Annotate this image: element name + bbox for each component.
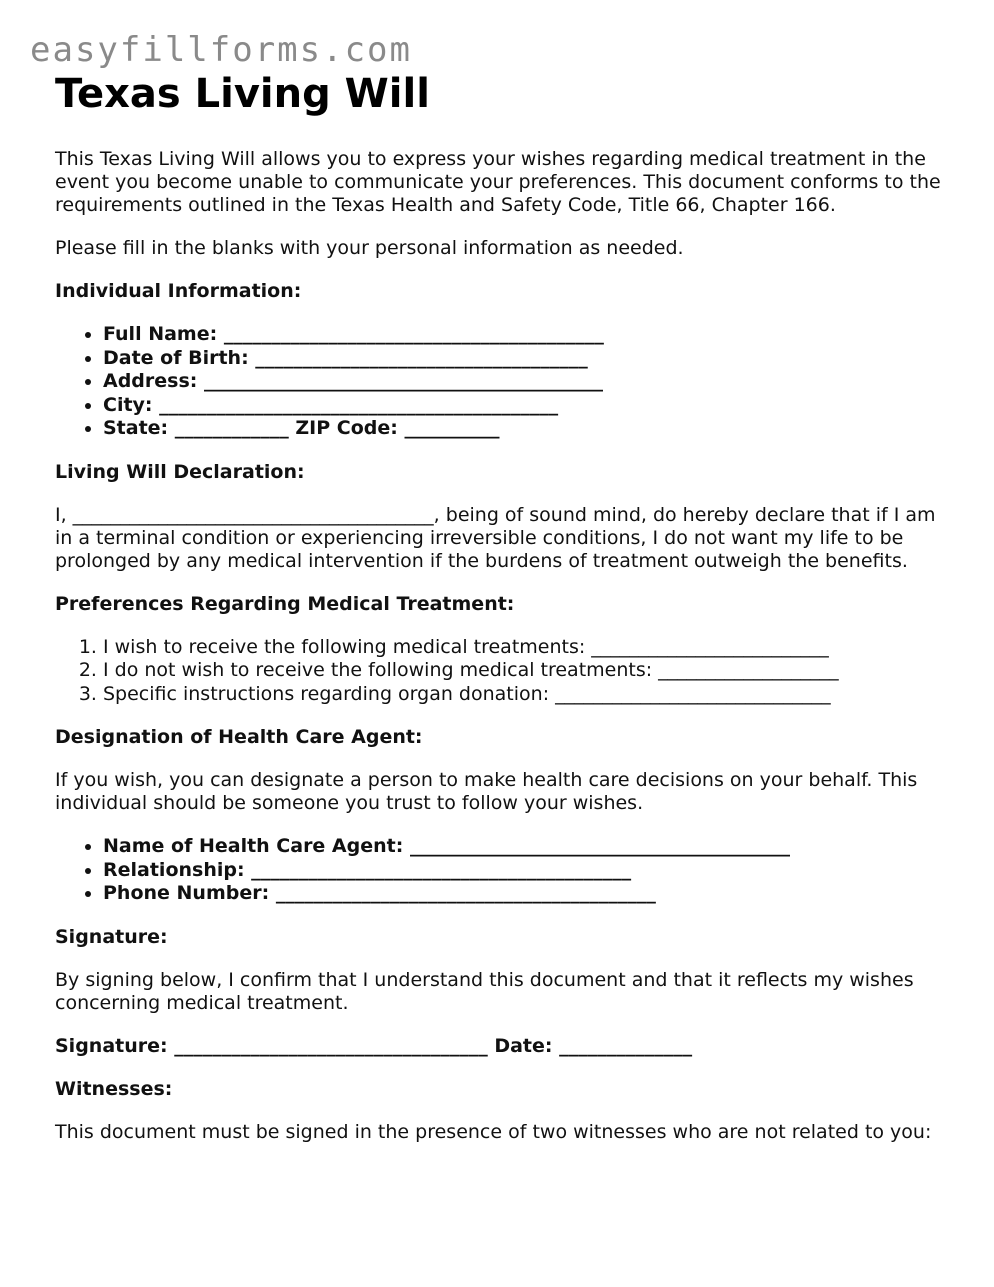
- dob-field[interactable]: • Date of Birth: ___________________________________: [103, 347, 950, 371]
- agent-text: If you wish, you can designate a person to make health care decisions on your behalf. This individual should be someone you trust to follow your wishes.: [55, 769, 918, 814]
- city-field[interactable]: • City: __________________________________________: [103, 394, 950, 418]
- preferences-list: [55, 636, 950, 707]
- individual-info-heading: Individual Information:: [55, 280, 302, 302]
- declaration-text[interactable]: I, ______________________________________, being of sound mind, do hereby declare that if I am in a terminal condition or experiencing irreversible conditions, I do not want my life to be prolonged by any medical intervention if the burdens of treatment outweigh the benefits.: [55, 503, 936, 572]
- document-title: Texas Living Will: [55, 71, 430, 117]
- signature-text: By signing below, I confirm that I understand this document and that it reflects my wishes concerning medical treatment.: [55, 968, 914, 1014]
- agent-heading: Designation of Health Care Agent:: [55, 726, 423, 748]
- preferences-heading: Preferences Regarding Medical Treatment:: [55, 592, 515, 615]
- declaration-heading: Living Will Declaration:: [55, 460, 305, 483]
- address-field[interactable]: • Address: __________________________________________: [103, 370, 950, 394]
- full-name-field[interactable]: • Full Name: ________________________________________: [103, 323, 950, 347]
- agent-phone-field[interactable]: • Phone Number: ________________________________________: [103, 882, 950, 906]
- witnesses-heading: Witnesses:: [55, 1077, 173, 1100]
- watermark: easyfillforms.com: [30, 30, 412, 70]
- individual-info-list: [55, 323, 950, 441]
- intro-paragraph: This Texas Living Will allows you to express your wishes regarding medical treatment in the event you become unable to communicate your preferences. This document conforms to the requirements outlined in the Texas Health and Safety Code, Title 66, Chapter 166.: [55, 148, 941, 216]
- state-zip-field[interactable]: • State: ____________ ZIP Code: __________: [103, 417, 950, 441]
- signature-date-line[interactable]: Signature: _________________________________ Date: ______________: [55, 1034, 693, 1057]
- document-page: [55, 70, 950, 1164]
- agent-name-field[interactable]: • Name of Health Care Agent: ________________________________________: [103, 835, 950, 859]
- instructions-paragraph: Please fill in the blanks with your personal information as needed.: [55, 237, 684, 259]
- preference-item-organ-donation[interactable]: 3. Specific instructions regarding organ donation: _____________________________: [103, 683, 950, 707]
- witnesses-text: This document must be signed in the presence of two witnesses who are not related to you:: [55, 1120, 932, 1143]
- signature-heading: Signature:: [55, 925, 168, 948]
- preference-item-receive[interactable]: 1. I wish to receive the following medical treatments: _________________________: [103, 636, 950, 660]
- agent-list: [55, 835, 950, 906]
- preference-item-not-receive[interactable]: 2. I do not wish to receive the following medical treatments: ___________________: [103, 659, 950, 683]
- agent-relationship-field[interactable]: • Relationship: ________________________________________: [103, 859, 950, 883]
